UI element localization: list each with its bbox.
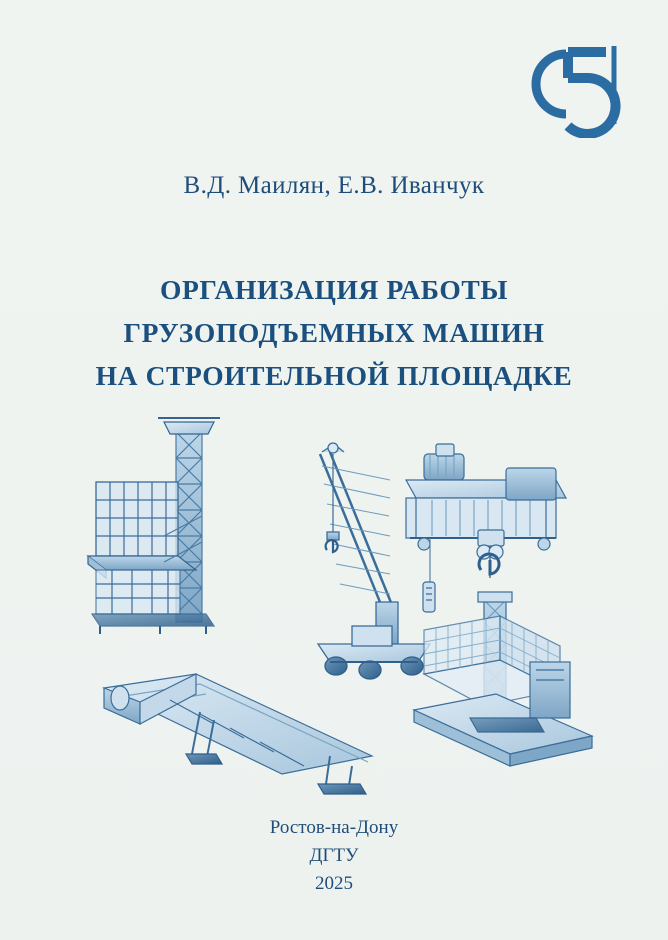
authors-line: В.Д. Маилян, Е.В. Иванчук (183, 172, 485, 199)
imprint-city: Ростов-на-Дону (269, 817, 399, 838)
imprint-publisher: ДГТУ (309, 845, 359, 866)
title-line-3: НА СТРОИТЕЛЬНОЙ ПЛОЩАДКЕ (95, 360, 573, 391)
title-line-2: ГРУЗОПОДЪЕМНЫХ МАШИН (123, 317, 545, 348)
mast-hoist-illustration (88, 418, 220, 634)
university-anniversary-logo (502, 28, 632, 138)
title-line-1: ОРГАНИЗАЦИЯ РАБОТЫ (160, 274, 508, 305)
electric-hoist-illustration (406, 444, 566, 612)
book-title (0, 268, 668, 397)
tower-crane-illustration (318, 443, 430, 679)
imprint-year: 2025 (315, 873, 353, 894)
cover-illustration (0, 412, 668, 802)
imprint-block (0, 814, 668, 898)
goods-lift-illustration (414, 592, 592, 766)
belt-conveyor-illustration (104, 674, 372, 794)
